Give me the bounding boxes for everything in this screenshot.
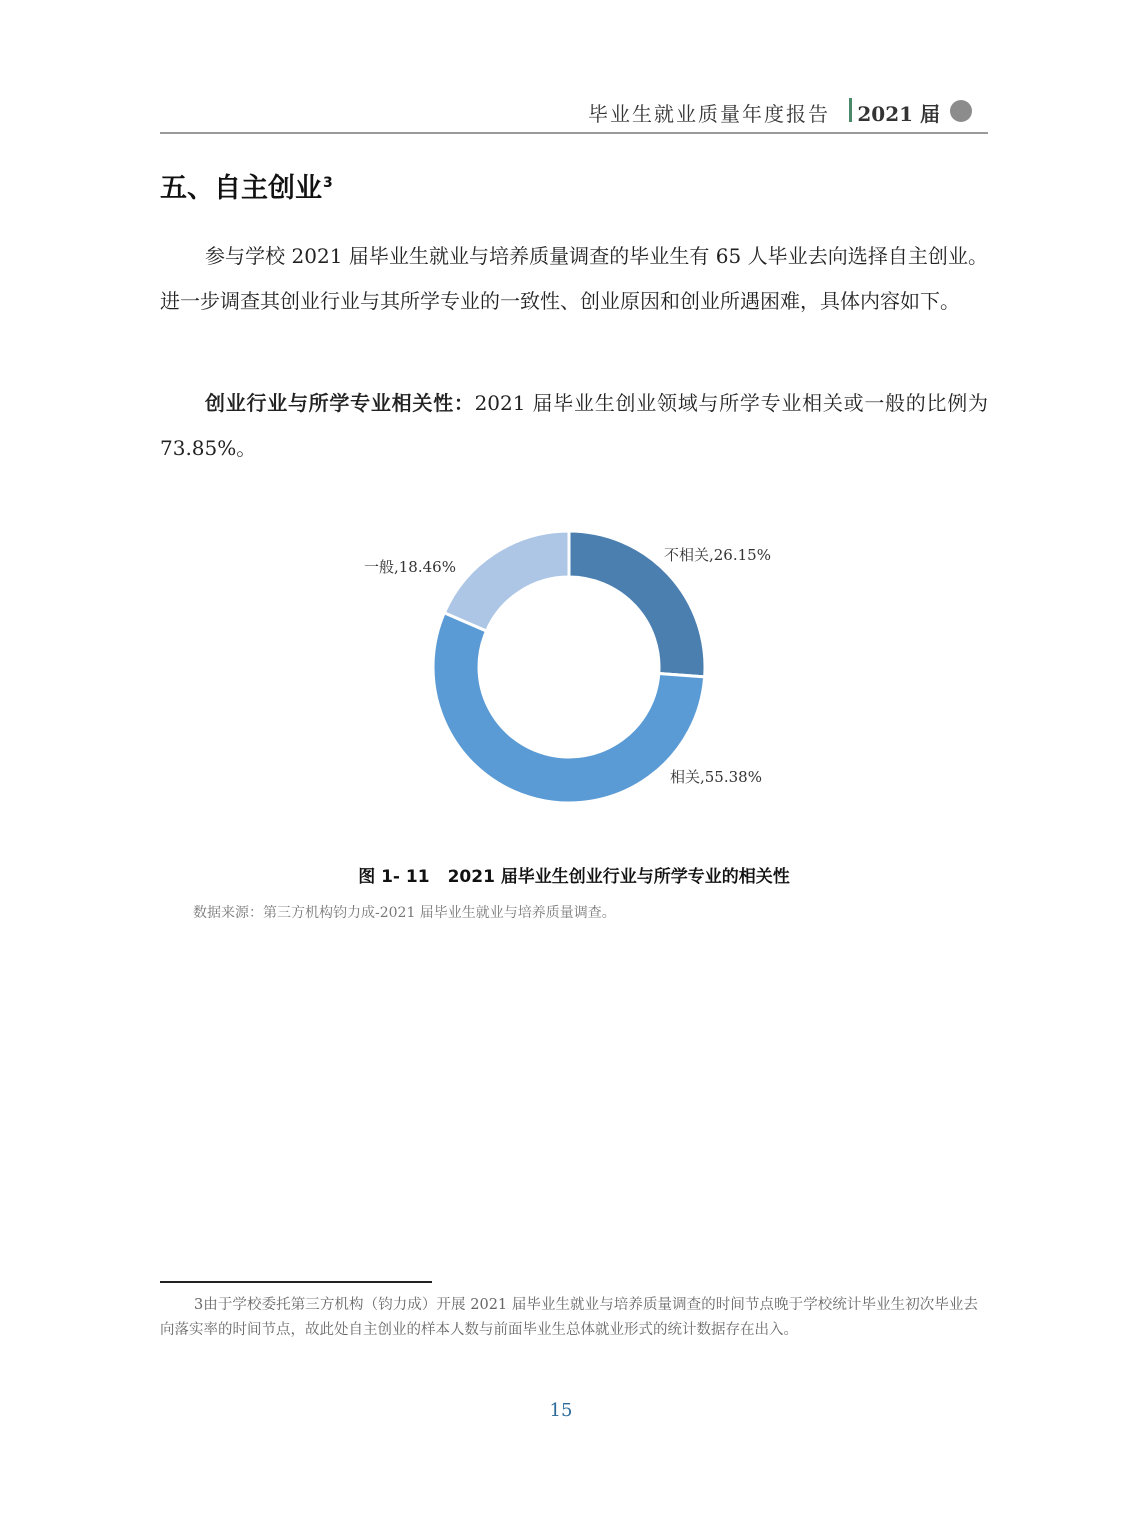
paragraph-relevance-body: 2021 届毕业生创业领域与所学专业相关或一般的比例为 73.85%。 xyxy=(160,391,988,460)
section-title-text: 五、自主创业 xyxy=(160,173,322,204)
page-number: 15 xyxy=(549,1400,573,1421)
header-separator xyxy=(849,98,852,122)
header-dot-icon xyxy=(950,100,972,122)
donut-chart xyxy=(330,500,810,830)
paragraph-relevance xyxy=(160,381,988,471)
chart-label-general: 一般,18.46% xyxy=(364,558,456,576)
figure-caption-text: 2021 届毕业生创业行业与所学专业的相关性 xyxy=(447,867,790,887)
header-year: 2021 届 xyxy=(857,102,940,126)
footnote-ref[interactable]: 3 xyxy=(323,175,333,191)
section-title xyxy=(160,166,333,205)
paragraph-intro: 参与学校 2021 届毕业生就业与培养质量调查的毕业生有 65 人毕业去向选择自主创业。进一步调查其创业行业与其所学专业的一致性、创业原因和创业所遇困难，具体内容如下。 xyxy=(160,244,988,313)
paragraph-relevance-lead: 创业行业与所学专业相关性： xyxy=(205,391,475,415)
page-header xyxy=(160,92,988,134)
figure-number: 图 1- 11 xyxy=(358,867,430,887)
figure-source: 数据来源：第三方机构钧力成-2021 届毕业生就业与培养质量调查。 xyxy=(193,905,616,921)
footnote-rule xyxy=(160,1281,432,1283)
footnote: 3由于学校委托第三方机构（钧力成）开展 2021 届毕业生就业与培养质量调查的时间节点晚于学校统计毕业生初次毕业去向落实率的时间节点，故此处自主创业的样本人数与前面毕业生总体就业形式的统计数据存在出入。 xyxy=(160,1297,978,1338)
figure-caption xyxy=(160,862,988,887)
chart-label-unrelated: 不相关,26.15% xyxy=(664,546,771,564)
header-rule xyxy=(160,132,988,134)
header-title: 毕业生就业质量年度报告 xyxy=(588,102,830,126)
chart-label-related: 相关,55.38% xyxy=(670,768,762,786)
donut-slice-general xyxy=(444,531,569,631)
